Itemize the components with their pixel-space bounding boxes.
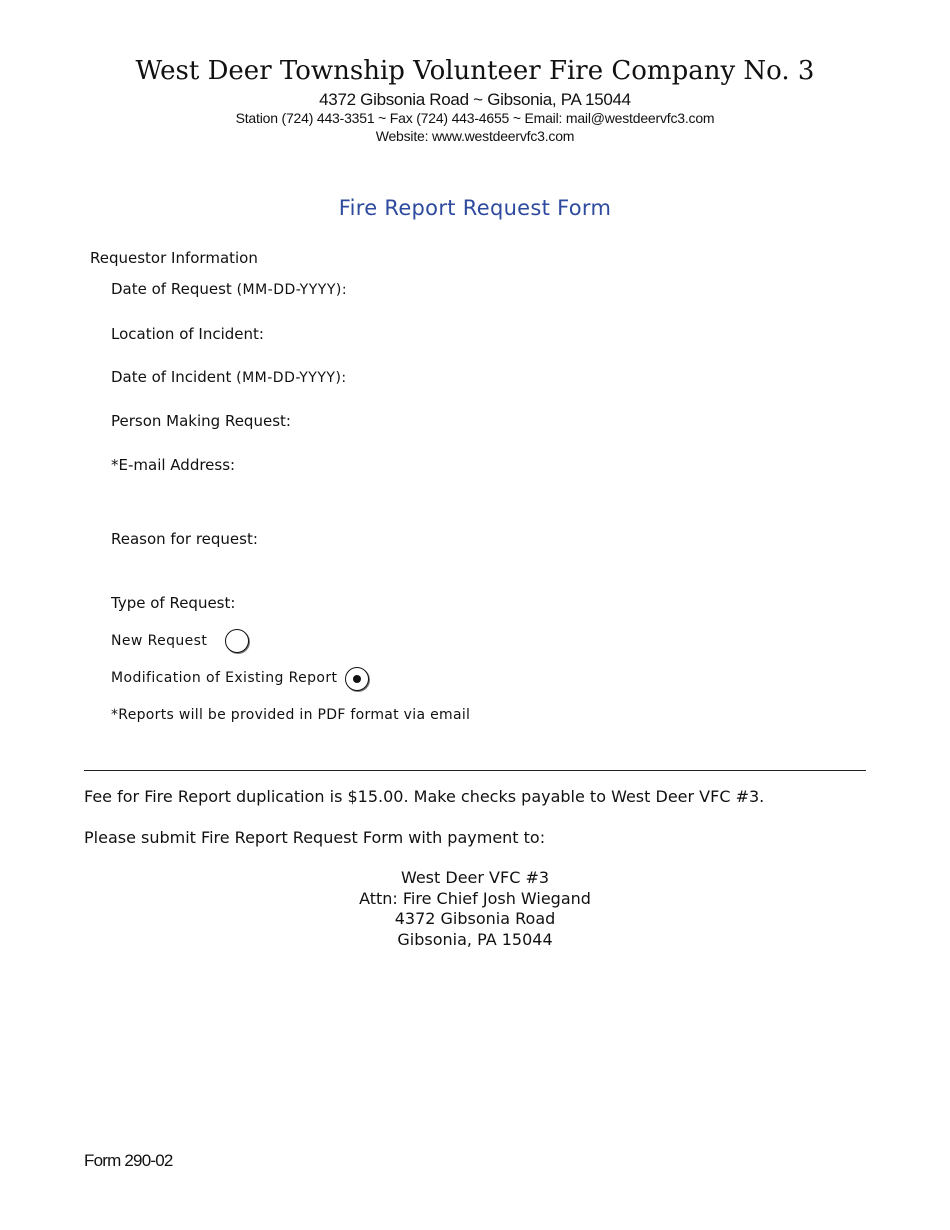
date-of-incident-format-hint: (MM-DD-YYYY):	[236, 370, 347, 386]
section-divider	[84, 770, 866, 771]
mailing-address-block	[0, 868, 950, 950]
person-making-request-label: Person Making Request:	[111, 412, 291, 430]
mailing-address-line3: 4372 Gibsonia Road	[394, 909, 556, 928]
type-of-request-label: Type of Request:	[111, 594, 236, 612]
modification-label: Modification of Existing Report	[111, 670, 338, 686]
date-of-request-label	[111, 280, 347, 298]
form-title: Fire Report Request Form	[338, 196, 612, 220]
section-heading-requestor: Requestor Information	[90, 249, 258, 267]
date-of-request-format-hint: (MM-DD-YYYY):	[236, 282, 348, 298]
pdf-format-note: *Reports will be provided in PDF format via email	[111, 707, 471, 723]
new-request-radio[interactable]	[225, 629, 249, 653]
mailing-address-line4: Gibsonia, PA 15044	[397, 929, 553, 949]
organization-contact: Station (724) 443-3351 ~ Fax (724) 443-4655 ~ Email: mail@westdeervfc3.com	[235, 110, 715, 126]
date-of-incident-text: Date of Incident	[111, 368, 232, 386]
new-request-label: New Request	[111, 633, 208, 649]
reason-for-request-label: Reason for request:	[111, 530, 258, 548]
date-of-request-text: Date of Request	[111, 280, 232, 298]
organization-address: 4372 Gibsonia Road ~ Gibsonia, PA 15044	[319, 90, 631, 109]
modification-radio[interactable]	[345, 667, 369, 691]
organization-website: Website: www.westdeervfc3.com	[375, 128, 575, 144]
date-of-incident-label	[111, 368, 347, 386]
submit-instructions: Please submit Fire Report Request Form with payment to:	[84, 828, 546, 847]
form-number: Form 290-02	[84, 1151, 173, 1170]
location-of-incident-label: Location of Incident:	[111, 325, 264, 343]
fee-information: Fee for Fire Report duplication is $15.00. Make checks payable to West Deer VFC #3.	[84, 787, 765, 806]
organization-name: West Deer Township Volunteer Fire Company No. 3	[135, 56, 815, 86]
email-address-label: *E-mail Address:	[111, 456, 236, 474]
mailing-address-line2: Attn: Fire Chief Josh Wiegand	[359, 888, 591, 908]
mailing-address-line1: West Deer VFC #3	[400, 868, 550, 887]
